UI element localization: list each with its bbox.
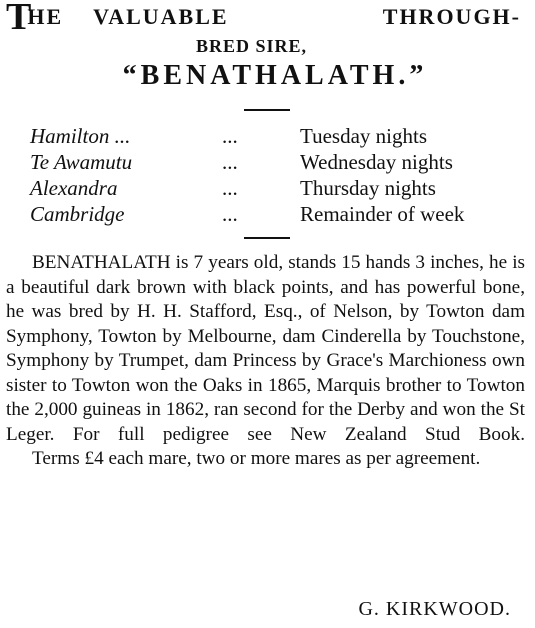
- divider-rule: [244, 109, 290, 111]
- description-paragraph: BENATHALATH is 7 years old, stands 15 hands 3 inches, he is a beautiful dark brown with black points, and has powerful bone, he was bred by H. H. Stafford, Esq., of Nelson, by Towton dam Symphony, Towton by Melbourne, dam Cinderella by Touchstone, Symphony by Trumpet, dam Princess by Grace's Marchioness own sister to Towton won the Oaks in 1865, Marquis brother to Towton the 2,000 guineas in 1862, ran second for the Derby and won the St Leger. For full pedigree see New Zealand Stud Book.: [6, 252, 525, 445]
- schedule-leader: ...: [222, 124, 238, 148]
- schedule-leader: ...: [222, 176, 238, 200]
- schedule-row: [30, 201, 520, 227]
- schedule-town: Hamilton ...: [30, 124, 131, 148]
- advertisement-body: [6, 251, 525, 472]
- schedule-town: Alexandra: [30, 176, 118, 200]
- schedule-leader: ...: [222, 202, 238, 226]
- heading-word-valuable: VALUABLE: [93, 4, 229, 29]
- horse-name-heading: “BENATHALATH.”: [122, 60, 428, 91]
- schedule-when: Wednesday nights: [300, 150, 453, 174]
- schedule-row: [30, 175, 520, 201]
- heading-line-2: BRED SIRE,: [196, 36, 308, 56]
- schedule-row: [30, 123, 520, 149]
- schedule-town: Cambridge: [30, 202, 125, 226]
- schedule-when: Tuesday nights: [300, 124, 427, 148]
- schedule-town: Te Awamutu: [30, 150, 133, 174]
- schedule-when: Thursday nights: [300, 176, 436, 200]
- divider-rule: [244, 237, 290, 239]
- drop-cap-initial: T: [6, 0, 32, 38]
- schedule-when: Remainder of week: [300, 202, 465, 226]
- stand-schedule: [30, 123, 520, 227]
- schedule-leader: ...: [222, 150, 238, 174]
- schedule-row: [30, 149, 520, 175]
- heading-line-1: [6, 0, 521, 38]
- heading-word-the: HE: [27, 4, 64, 29]
- heading-word-through: THROUGH-: [382, 4, 521, 29]
- signature: G. KIRKWOOD.: [358, 598, 511, 620]
- terms-paragraph: Terms £4 each mare, two or more mares as per agreement.: [32, 448, 481, 469]
